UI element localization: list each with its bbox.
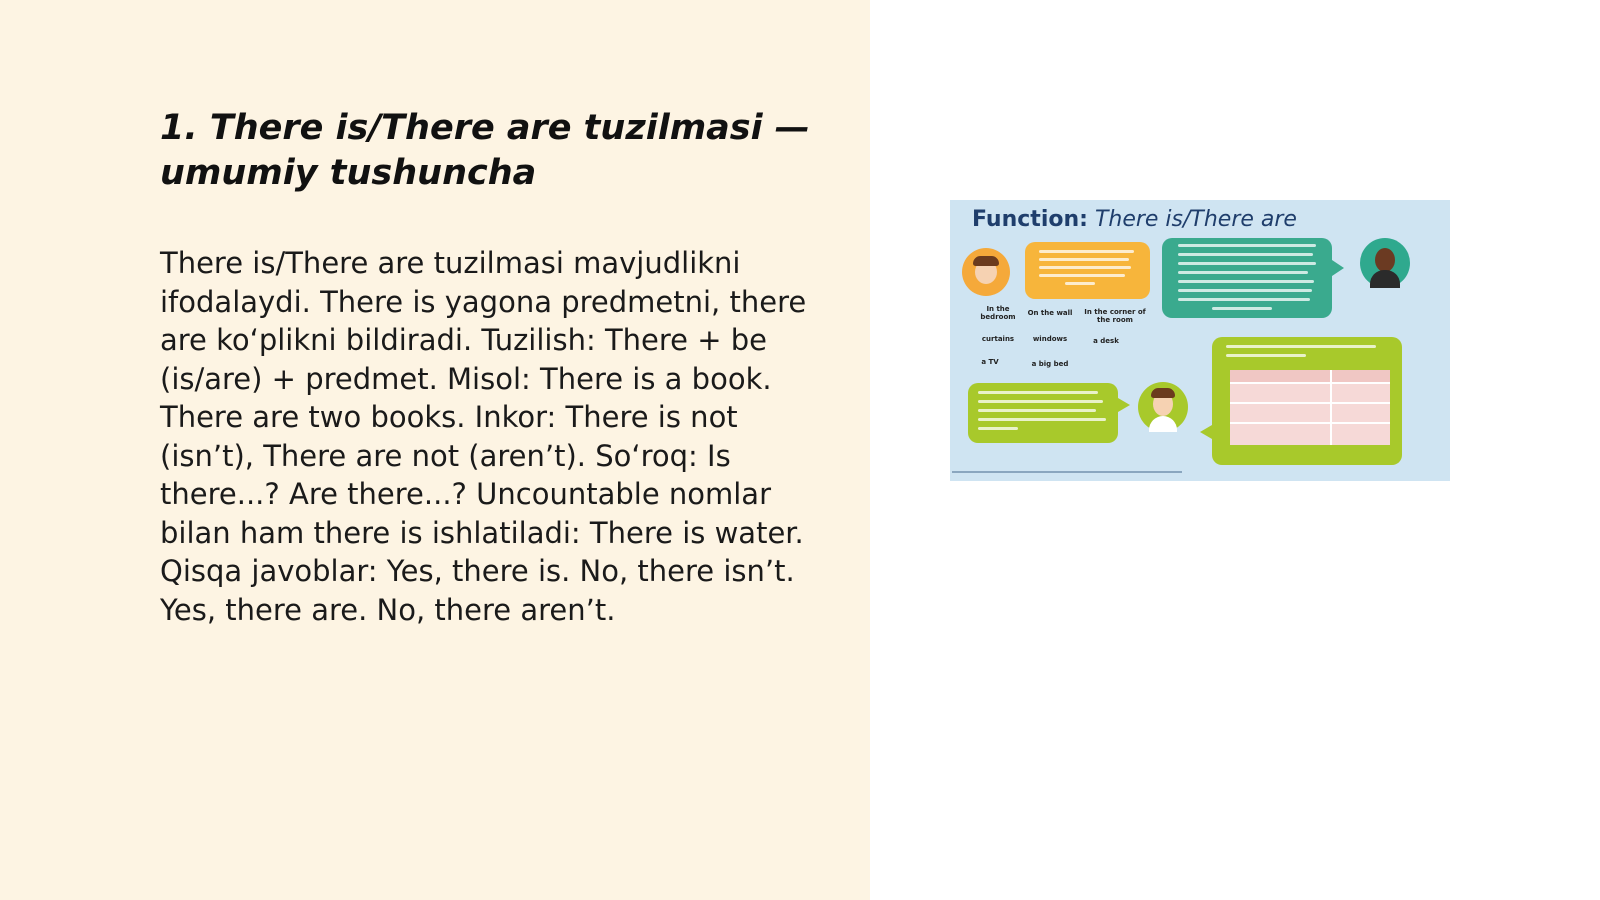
- slide-title: 1. There is/There are tuzilmasi — umumiy tushuncha: [160, 108, 810, 193]
- vocab-item-desk: a desk: [1093, 337, 1119, 345]
- girl-avatar-icon: [962, 248, 1010, 296]
- vocab-header-bedroom: In the bedroom: [980, 305, 1016, 321]
- woman-avatar-icon: [1138, 382, 1188, 432]
- orange-speech-bubble: [1025, 242, 1150, 299]
- vocab-item-tv: a TV: [981, 358, 999, 366]
- grammar-illustration: [950, 200, 1450, 481]
- man-avatar-icon: [1360, 238, 1410, 288]
- slide-body-text: There is/There are tuzilmasi mavjudlikni ifodalaydi. There is yagona predmetni, there are koʻplikni bildiradi. Tuzilish: There + be (is/are) + predmet. Misol: There is a book. There are two books. Inkor: There is not (isn’t), There are not (aren’t). Soʻroq: Is there...? Are there...? Uncountable nomlar bilan ham there is ishlatiladi: There is water. Qisqa javoblar: Yes, there is. No, there isn’t. Yes, there are. No, there aren’t.: [160, 246, 807, 627]
- vocab-header-corner: In the corner of the room: [1084, 308, 1146, 324]
- figure-title: [972, 207, 1297, 232]
- vocab-item-curtains: curtains: [981, 335, 1015, 343]
- figure-title-bold: Function:: [972, 207, 1088, 232]
- vocab-item-windows: windows: [1032, 335, 1068, 343]
- vocab-header-wall: On the wall: [1027, 309, 1073, 317]
- figure-credit-line: [952, 471, 1182, 473]
- vocab-item-bed: a big bed: [1031, 360, 1069, 368]
- green-speech-bubble-left: [968, 383, 1118, 443]
- grammar-table: [1230, 370, 1390, 445]
- teal-speech-bubble: [1162, 238, 1332, 318]
- figure-title-italic: There is/There are: [1094, 207, 1297, 232]
